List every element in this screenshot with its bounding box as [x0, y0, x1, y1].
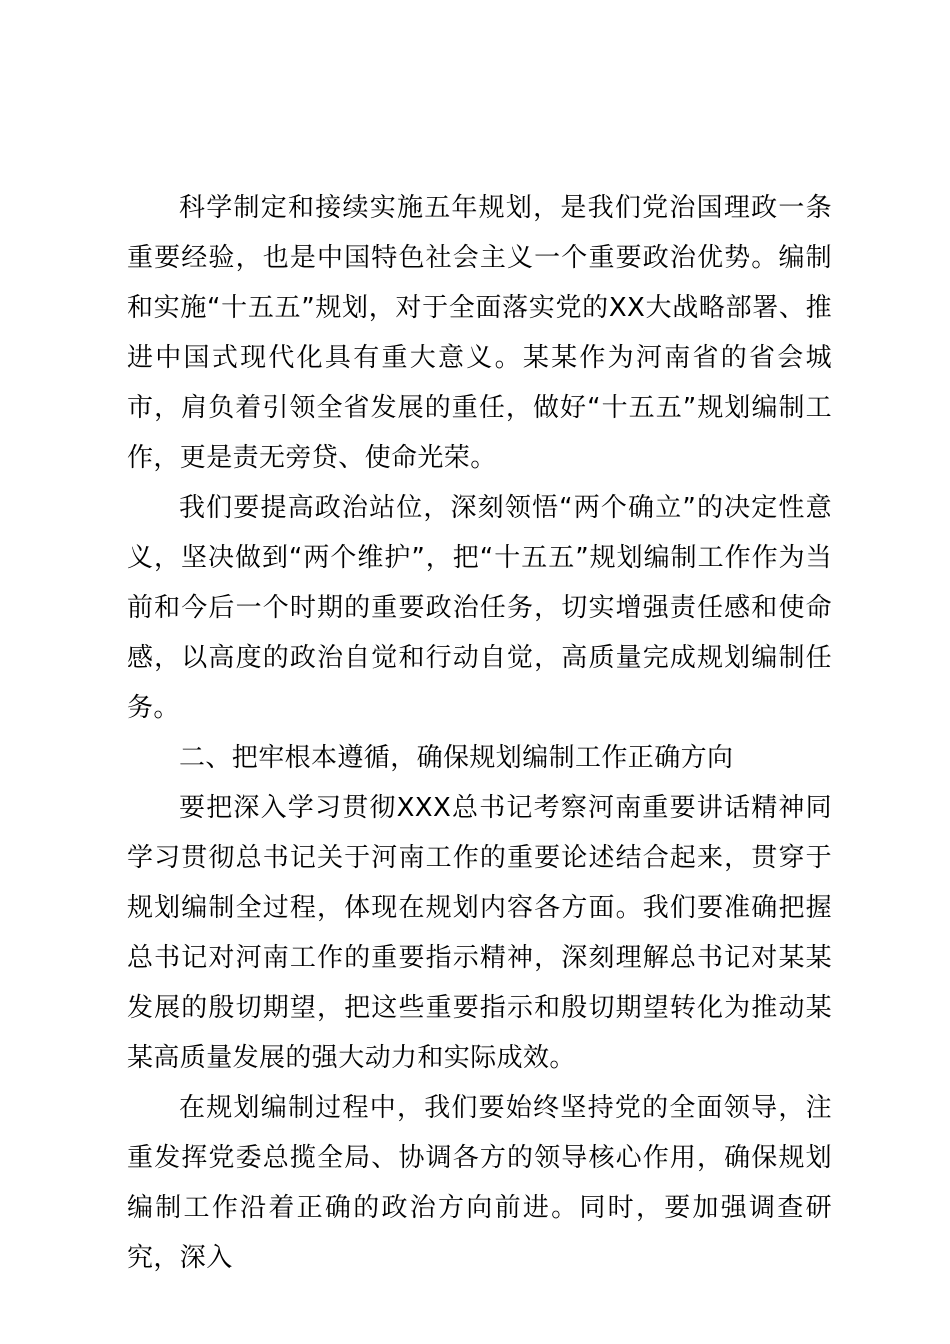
paragraph-3: 要把深入学习贯彻XXX总书记考察河南重要讲话精神同学习贯彻总书记关于河南工作的重要论述结合起来，贯穿于规划编制全过程，体现在规划内容各方面。我们要准确把握总书记对河南工作的重要指示精神，深刻理解总书记对某某发展的殷切期望，把这些重要指示和殷切期望转化为推动某某高质量发展的强大动力和实际成效。: [127, 793, 832, 1073]
document-body: [127, 183, 832, 1283]
section-heading: 二、把牢根本遵循，确保规划编制工作正确方向: [179, 743, 734, 773]
paragraph-1: 科学制定和接续实施五年规划，是我们党治国理政一条重要经验，也是中国特色社会主义一个重要政治优势。编制和实施“十五五”规划，对于全面落实党的XX大战略部署、推进中国式现代化具有重大意义。某某作为河南省的省会城市，肩负着引领全省发展的重任，做好“十五五”规划编制工作，更是责无旁贷、使命光荣。: [127, 193, 832, 473]
paragraph-2: 我们要提高政治站位，深刻领悟“两个确立”的决定性意义，坚决做到“两个维护”，把“十五五”规划编制工作作为当前和今后一个时期的重要政治任务，切实增强责任感和使命感，以高度的政治自觉和行动自觉，高质量完成规划编制任务。: [127, 493, 832, 723]
paragraph-4: 在规划编制过程中，我们要始终坚持党的全面领导，注重发挥党委总揽全局、协调各方的领导核心作用，确保规划编制工作沿着正确的政治方向前进。同时，要加强调查研究，深入: [127, 1093, 832, 1273]
